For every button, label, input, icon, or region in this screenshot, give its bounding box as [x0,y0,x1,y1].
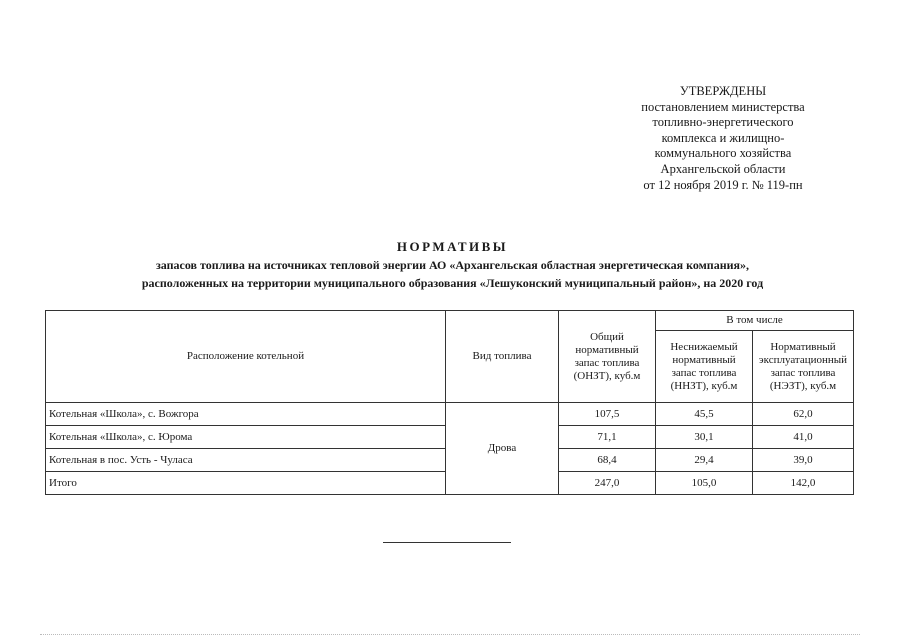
cell-total: 247,0 [559,472,656,495]
cell-nnzt: 45,5 [656,403,753,426]
norms-table [45,310,854,495]
cell-location: Котельная «Школа», с. Юрома [46,426,446,449]
approval-line: комплекса и жилищно- [661,130,785,145]
cell-location: Итого [46,472,446,495]
cell-location: Котельная в пос. Усть - Чуласа [46,449,446,472]
cell-fuel-type: Дрова [446,403,559,495]
end-of-document-line [383,542,511,543]
cell-nezt: 62,0 [753,403,854,426]
approval-line: постановлением министерства [641,99,805,114]
header-including: В том числе [656,311,854,331]
subtitle-line: расположенных на территории муниципального образования «Лешуконский муниципальный район», на 2020 год [141,276,764,290]
approval-block [598,84,848,193]
cell-location: Котельная «Школа», с. Вожгора [46,403,446,426]
cell-nezt: 41,0 [753,426,854,449]
cell-nnzt: 30,1 [656,426,753,449]
cell-total: 107,5 [559,403,656,426]
document-title: НОРМАТИВЫ [396,239,509,254]
cell-nnzt: 29,4 [656,449,753,472]
header-fuel-type: Вид топлива [446,311,559,403]
scan-artifact-line [40,634,860,635]
cell-nezt: 39,0 [753,449,854,472]
cell-total: 68,4 [559,449,656,472]
header-total-reserve: Общий нормативный запас топлива (ОНЗТ), куб.м [559,311,656,403]
header-nezt: Нормативный эксплуатационный запас топлива (НЭЗТ), куб.м [753,331,854,403]
table-header-row [46,311,854,331]
cell-total: 71,1 [559,426,656,449]
approval-line: коммунального хозяйства [654,146,792,161]
approval-line: Архангельской области [660,161,786,176]
approval-line: УТВЕРЖДЕНЫ [679,84,767,98]
header-location: Расположение котельной [46,311,446,403]
subtitle-line: запасов топлива на источниках тепловой энергии АО «Архангельская областная энергетическая компания», [155,258,750,272]
cell-nnzt: 105,0 [656,472,753,495]
cell-nezt: 142,0 [753,472,854,495]
header-nnzt: Неснижаемый нормативный запас топлива (ННЗТ), куб.м [656,331,753,403]
approval-line: от 12 ноября 2019 г. № 119-пн [643,177,803,192]
table-row [46,403,854,426]
document-subtitle [0,256,905,292]
approval-line: топливно-энергетического [652,115,794,130]
